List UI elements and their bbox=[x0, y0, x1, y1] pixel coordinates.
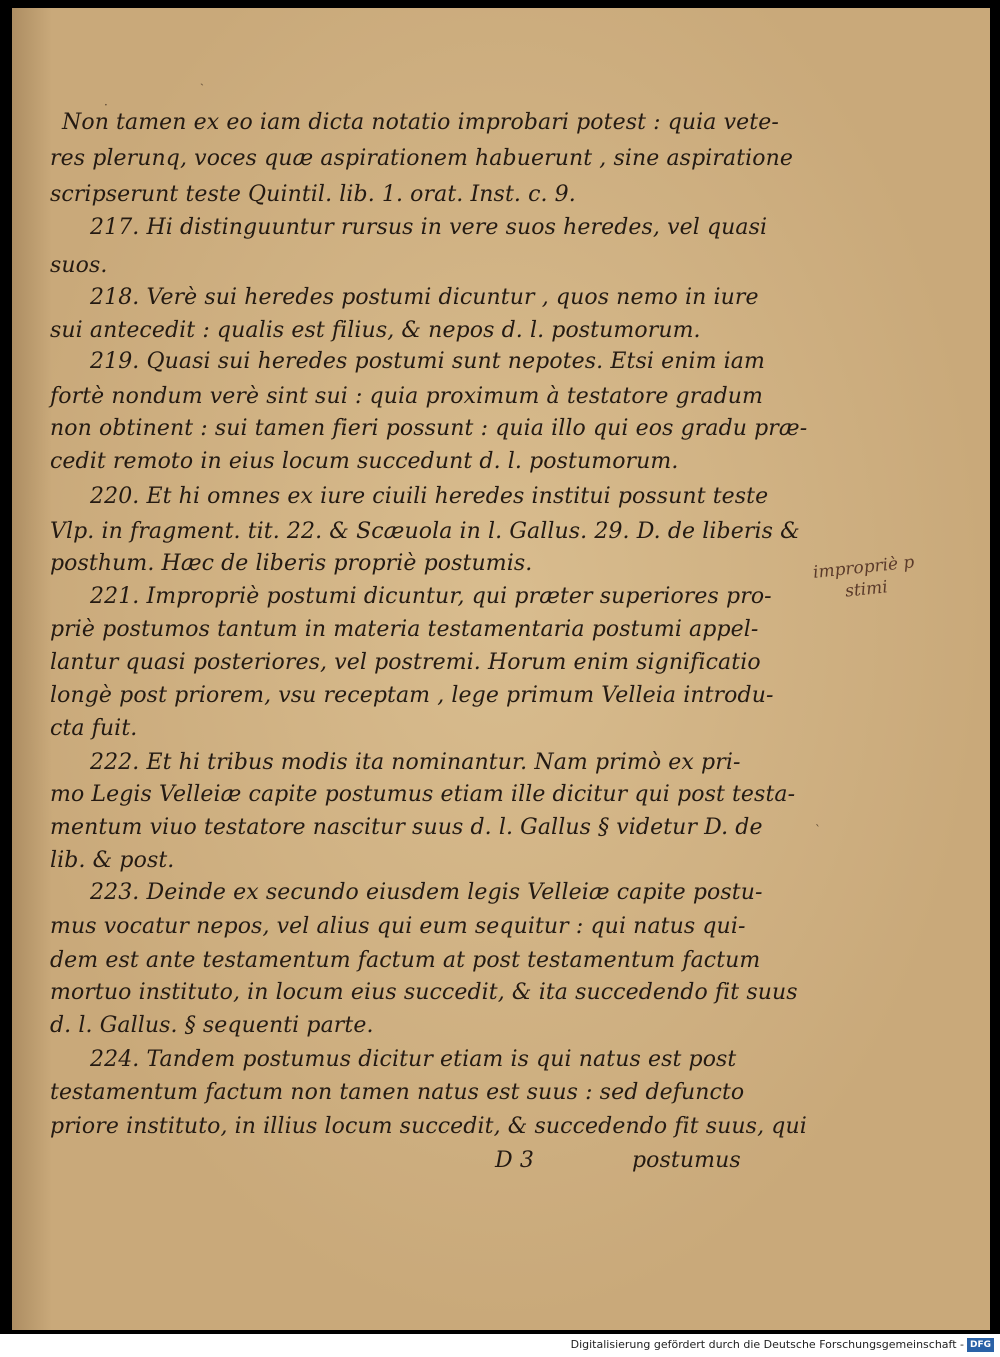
text-line: dem est ante testamentum factum at post testamentum factum bbox=[50, 948, 761, 973]
text-line: 218. Verè sui heredes postumi dicuntur , quos nemo in iure bbox=[90, 285, 759, 310]
text-line: non obtinent : sui tamen fieri possunt : quia illo qui eos gradu præ- bbox=[50, 416, 808, 441]
text-line: Non tamen ex eo iam dicta notatio improbari potest : quia vete- bbox=[62, 110, 779, 135]
text-line: d. l. Gallus. § sequenti parte. bbox=[50, 1013, 374, 1038]
text-line: 224. Tandem postumus dicitur etiam is qui natus est post bbox=[90, 1047, 737, 1072]
text-line: lantur quasi posteriores, vel postremi. Horum enim significatio bbox=[50, 650, 761, 675]
text-line: priore instituto, in illius locum succedit, & succedendo fit suus, qui bbox=[50, 1114, 807, 1139]
catchword: postumus bbox=[632, 1148, 741, 1173]
text-line: scripserunt teste Quintil. lib. 1. orat. Inst. c. 9. bbox=[50, 182, 576, 207]
text-line: sui antecedit : qualis est filius, & nepos d. l. postumorum. bbox=[50, 318, 701, 343]
signature-mark: D 3 bbox=[495, 1148, 534, 1173]
ink-speck: ˎ bbox=[200, 72, 204, 86]
ink-speck: ˋ bbox=[815, 823, 821, 837]
text-line: res plerunq, voces quæ aspirationem habuerunt , sine aspiratione bbox=[50, 146, 794, 171]
text-line: mentum viuo testatore nascitur suus d. l. Gallus § videtur D. de bbox=[50, 815, 763, 840]
text-line: mortuo instituto, in locum eius succedit, & ita succedendo fit suus bbox=[50, 980, 798, 1005]
funding-notice: Digitalisierung gefördert durch die Deutsche Forschungsgemeinschaft - bbox=[570, 1338, 964, 1351]
text-line: 220. Et hi omnes ex iure ciuili heredes institui possunt teste bbox=[90, 484, 769, 509]
ink-speck: · bbox=[104, 98, 108, 112]
text-segment: 217. Hi distinguuntur rursus in vere suos heredes, vel quasi bbox=[90, 215, 768, 240]
marginal-note-line: impropriè p bbox=[812, 552, 916, 583]
marginal-note-line: stimi bbox=[844, 577, 889, 602]
text-line: fortè nondum verè sint sui : quia proximum à testatore gradum bbox=[50, 384, 763, 409]
text-line bbox=[90, 215, 767, 240]
text-line: cta fuit. bbox=[50, 716, 138, 741]
text-line: mus vocatur nepos, vel alius qui eum sequitur : qui natus qui- bbox=[50, 914, 746, 939]
text-line: cedit remoto in eius locum succedunt d. l. postumorum. bbox=[50, 449, 679, 474]
text-line: priè postumos tantum in materia testamentaria postumi appel- bbox=[50, 617, 759, 642]
text-line: 221. Impropriè postumi dicuntur, qui præter superiores pro- bbox=[90, 584, 772, 609]
dfg-logo[interactable]: DFG bbox=[967, 1338, 994, 1352]
text-line: lib. & post. bbox=[50, 848, 175, 873]
text-line: 219. Quasi sui heredes postumi sunt nepotes. Etsi enim iam bbox=[90, 349, 765, 374]
text-line: longè post priorem, vsu receptam , lege primum Velleia introdu- bbox=[50, 683, 774, 708]
text-line: Vlp. in fragment. tit. 22. & Scæuola in l. Gallus. 29. D. de liberis & bbox=[50, 519, 800, 544]
text-line: posthum. Hæc de liberis propriè postumis. bbox=[50, 551, 533, 576]
text-line: testamentum factum non tamen natus est suus : sed defuncto bbox=[50, 1080, 745, 1105]
text-line: 222. Et hi tribus modis ita nominantur. Nam primò ex pri- bbox=[90, 750, 741, 775]
text-line: suos. bbox=[50, 253, 108, 278]
text-line: mo Legis Velleiæ capite postumus etiam ille dicitur qui post testa- bbox=[50, 782, 796, 807]
text-line: 223. Deinde ex secundo eiusdem legis Velleiæ capite postu- bbox=[90, 880, 763, 905]
